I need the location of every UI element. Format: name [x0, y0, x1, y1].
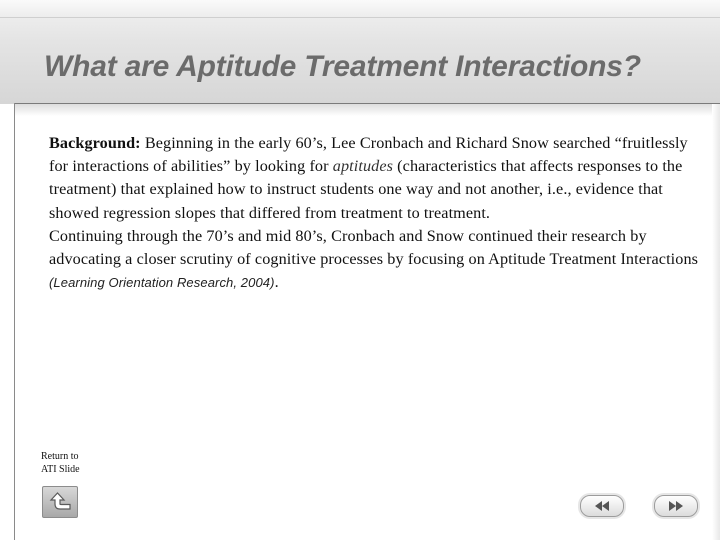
content-frame-top-border [14, 103, 720, 104]
slide-header [0, 0, 720, 104]
slide-body [49, 132, 709, 294]
aptitudes-term: aptitudes [332, 157, 394, 176]
background-paragraph [49, 132, 709, 225]
background-text-b: (characteristics that affects responses to the treatment) that explained how to instruct students one way and not another, i.e., evidence that showed regression slopes that differed from treatment to treatment. [49, 157, 683, 222]
citation: (Learning Orientation Research, 2004) [49, 275, 275, 291]
return-button[interactable] [42, 486, 78, 518]
content-frame-left-border [14, 103, 15, 540]
continuation-end: . [274, 273, 279, 292]
return-label-line1: Return to [41, 451, 79, 462]
previous-slide-button[interactable] [580, 495, 624, 517]
rewind-icon [581, 496, 623, 516]
background-heading: Background: [49, 134, 141, 152]
next-slide-button[interactable] [654, 495, 698, 517]
background-text-a: Beginning in the early 60’s, Lee Cronbach and Richard Snow searched “fruitlessly for interactions of abilities” by looking for [49, 134, 688, 176]
return-label-line2: ATI Slide [41, 464, 80, 475]
header-band [0, 0, 720, 18]
content-frame-shadow [15, 104, 720, 116]
slide-title: What are Aptitude Treatment Interactions? [44, 50, 641, 83]
fast-forward-icon [655, 496, 697, 516]
continuation-text: Continuing through the 70’s and mid 80’s, Cronbach and Snow continued their research by advocating a closer scrutiny of cognitive processes by focusing on Aptitude Treatment Interactions [49, 226, 699, 269]
return-to-ati-label[interactable] [41, 450, 101, 476]
content-frame-right-shadow [712, 104, 720, 540]
return-arrow-icon [43, 487, 77, 517]
header-divider [0, 17, 720, 18]
continuation-paragraph [49, 225, 709, 295]
